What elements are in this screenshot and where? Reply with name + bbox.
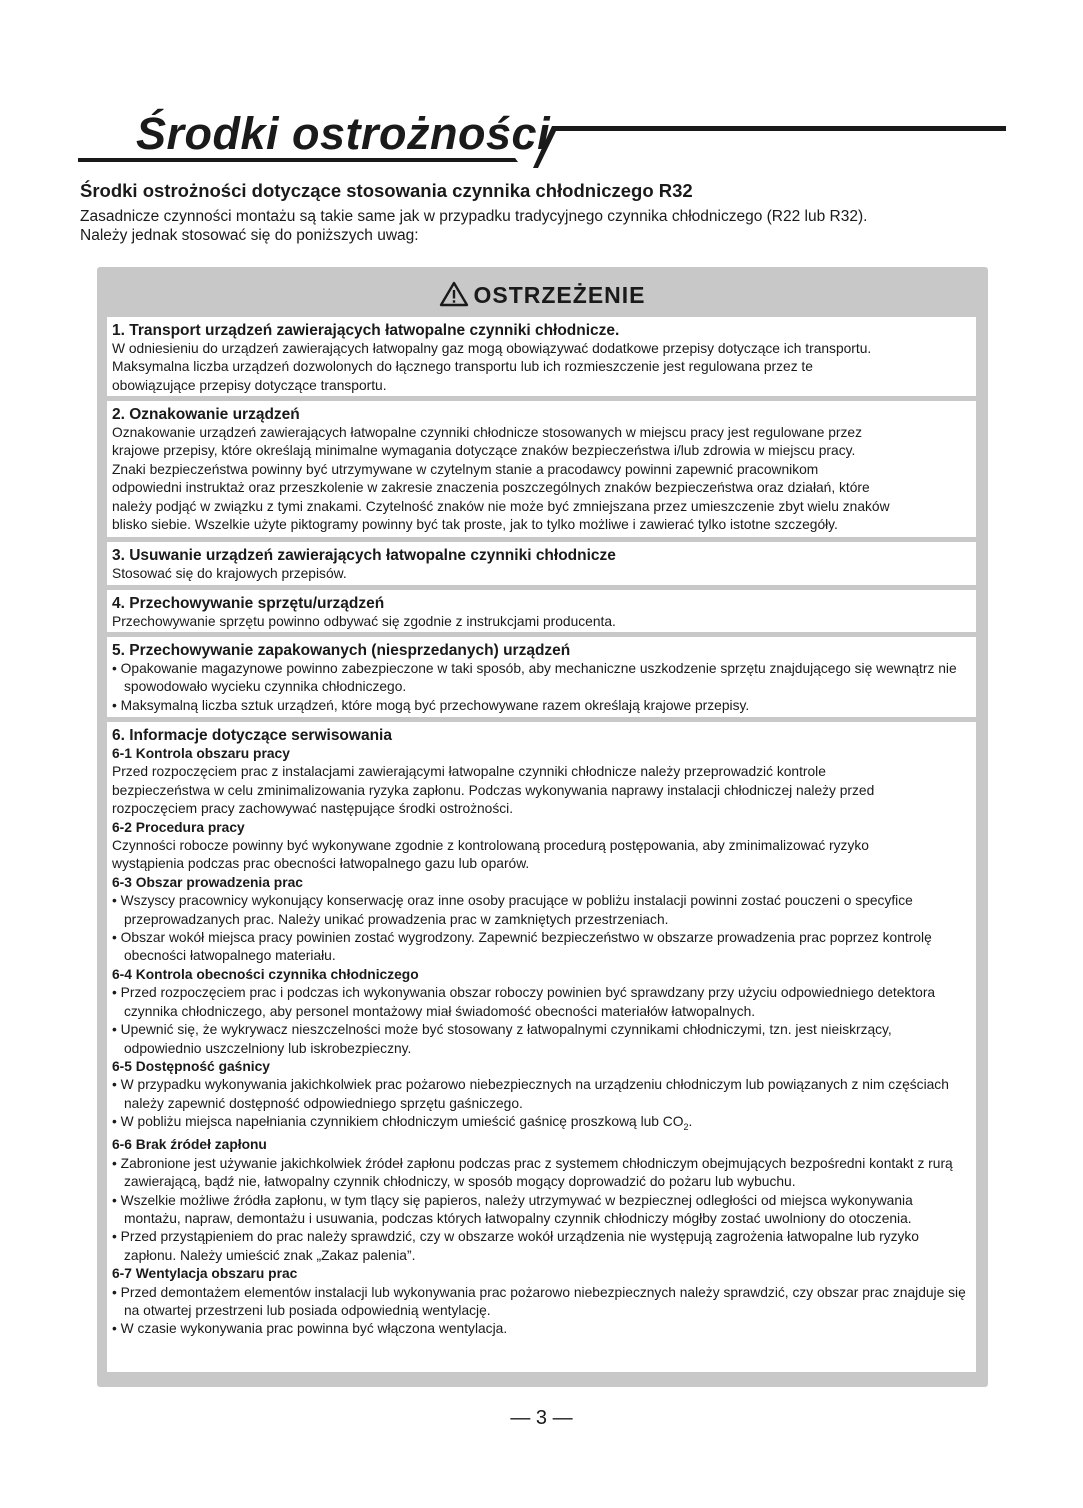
section-heading: 2. Oznakowanie urządzeń xyxy=(112,406,300,423)
section-heading: 6. Informacje dotyczące serwisowania xyxy=(112,727,392,744)
section-line: W odniesieniu do urządzeń zawierających łatwopalny gaz mogą obowiązywać dodatkowe przepisy dotyczące ich transportu. xyxy=(112,341,872,356)
bullet-item xyxy=(112,1113,971,1136)
section-line: rozpoczęciem pracy zachowywać następujące środki ostrożności. xyxy=(112,801,514,817)
warning-label: OSTRZEŻENIE xyxy=(473,282,646,308)
intro-text xyxy=(80,207,1000,245)
section-line: blisko siebie. Wszelkie użyte piktogramy powinny być tak proste, jak to tylko możliwe i zawierać tylko istotne szczegóły. xyxy=(112,517,838,533)
bullet-item: • Obszar wokół miejsca pracy powinien zostać wygrodzony. Zapewnić bezpieczeństwo w obszarze prowadzenia prac poprzez kontrolę obecności łatwopalnego materiału. xyxy=(112,930,932,964)
bullet-item: • W czasie wykonywania prac powinna być włączona wentylacja. xyxy=(112,1321,508,1337)
bullet-item: • Wszelkie możliwe źródła zapłonu, w tym tlący się papieros, należy utrzymywać w bezpiecznej odległości od miejsca wykonywania montażu, napraw, demontażu i usuwania, podczas których łatwopalny czynnik chłodniczy mógłby zostać uwolniony do otoczenia. xyxy=(112,1192,913,1226)
section-line: krajowe przepisy, które określają minimalne wymagania dotyczące znaków bezpieczeństwa i/lub zdrowia w miejscu pracy. xyxy=(112,443,856,459)
section-1 xyxy=(107,317,976,396)
subsection-heading: 6-2 Procedura pracy xyxy=(112,819,245,835)
subsection-heading: 6-6 Brak źródeł zapłonu xyxy=(112,1137,267,1153)
section-4 xyxy=(107,590,976,632)
page-header xyxy=(78,100,1006,170)
section-line: Czynności robocze powinny być wykonywane zgodnie z kontrolowaną procedurą postępowania, aby zminimalizować ryzyko xyxy=(112,838,869,854)
section-line: należy podjąć w związku z tymi znakami. Czytelność znaków nie może być zmniejszana przez umieszczenie zbyt wielu znaków xyxy=(112,498,890,514)
section-line: Znaki bezpieczeństwa powinny być utrzymywane w czytelnym stanie a pracodawcy powinni zapewnić pracownikom xyxy=(112,461,819,477)
intro-line: Należy jednak stosować się do poniższych uwag: xyxy=(80,227,419,244)
section-line: obowiązujące przepisy dotyczące transportu. xyxy=(112,377,387,393)
section-line: odpowiedni instruktaż oraz przeszkolenie w zakresie znaczenia poszczególnych znaków bezpieczeństwa oraz działań, które xyxy=(112,480,870,496)
bullet-item: • W przypadku wykonywania jakichkolwiek prac pożarowo niebezpiecznych na urządzeniu chłodniczym lub powiązanych z nim częściach należy zapewnić dostępność odpowiedniego sprzętu gaśniczego. xyxy=(112,1077,949,1111)
page-title: Środki ostrożności xyxy=(136,108,551,159)
section-line: Oznakowanie urządzeń zawierających łatwopalne czynniki chłodnicze stosowanych w miejscu pracy jest regulowane przez xyxy=(112,425,862,440)
section-line: Maksymalna liczba urządzeń dozwolonych do łącznego transportu lub ich rozmieszczenie jest regulowana przez te xyxy=(112,359,813,375)
bullet-item: • Przed przystąpieniem do prac należy sprawdzić, czy w obszarze wokół urządzenia nie występują zagrożenia łatwopalne lub ryzyko zapłonu. Należy umieścić znak „Zakaz palenia”. xyxy=(112,1229,919,1263)
subsection-heading: 6-1 Kontrola obszaru pracy xyxy=(112,746,290,761)
bullet-item: • Maksymalną liczba sztuk urządzeń, które mogą być przechowywane razem określają krajowe przepisy. xyxy=(112,697,750,713)
section-line: Przed rozpoczęciem prac z instalacjami zawierającymi łatwopalne czynniki chłodnicze należy przeprowadzić kontrole xyxy=(112,764,826,780)
intro-line: Zasadnicze czynności montażu są takie same jak w przypadku tradycyjnego czynnika chłodniczego (R22 lub R32). xyxy=(80,208,868,225)
bullet-text: . xyxy=(688,1114,693,1130)
bullet-item: • Przed rozpoczęciem prac i podczas ich wykonywania obszar roboczy powinien być sprawdzany przy użyciu odpowiedniego detektora czynnika chłodniczego, aby personel montażowy miał świadomość obecności materiałów łatwopalnych. xyxy=(112,985,936,1019)
bullet-item: • Upewnić się, że wykrywacz nieszczelności może być stosowany z łatwopalnymi czynnikami chłodniczymi, tzn. jest nieiskrzący, odpowiednio uszczelniony lub iskrobezpieczny. xyxy=(112,1022,892,1056)
subsection-heading: 6-7 Wentylacja obszaru prac xyxy=(112,1266,298,1282)
section-2 xyxy=(107,401,976,537)
section-3 xyxy=(107,542,976,585)
section-text: Stosować się do krajowych przepisów. xyxy=(112,566,347,581)
bullet-text: • W pobliżu miejsca napełniania czynnikiem chłodniczym umieścić gaśnicę proszkową lub CO xyxy=(112,1114,684,1130)
bullet-item: • Przed demontażem elementów instalacji lub wykonywania prac pożarowo niebezpiecznych należy sprawdzić, czy obszar prac znajduje się na otwartej przestrzeni lub posiada odpowiednią wentylację. xyxy=(112,1284,966,1318)
section-5 xyxy=(107,637,976,717)
bullet-item: • Opakowanie magazynowe powinno zabezpieczone w taki sposób, aby mechaniczne uszkodzenie sprzętu znajdującego się wewnątrz nie spowodowało wycieku czynnika chłodniczego. xyxy=(112,661,957,695)
section-heading: 1. Transport urządzeń zawierających łatwopalne czynniki chłodnicze. xyxy=(112,322,620,339)
bullet-item: • Zabronione jest używanie jakichkolwiek źródeł zapłonu podczas prac z systemem chłodniczym obejmujących bezpośredni kontakt z rurą zawierającą, bądź nie, łatwopalny czynnik chłodniczy, w sposób mogący doprowadzić do pożaru lub wybuchu. xyxy=(112,1155,953,1190)
section-line: bezpieczeństwa w celu zminimalizowania ryzyka zapłonu. Podczas wykonywania naprawy instalacji chłodniczej należy przed xyxy=(112,782,875,798)
subsection-heading: 6-3 Obszar prowadzenia prac xyxy=(112,874,303,890)
subscript-text: 2 xyxy=(683,1121,689,1132)
subtitle: Środki ostrożności dotyczące stosowania czynnika chłodniczego R32 xyxy=(80,180,693,201)
section-text: Przechowywanie sprzętu powinno odbywać się zgodnie z instrukcjami producenta. xyxy=(112,614,616,629)
section-heading: 5. Przechowywanie zapakowanych (niesprzedanych) urządzeń xyxy=(112,642,571,659)
section-line: wystąpienia podczas prac obecności łatwopalnego gazu lub oparów. xyxy=(112,856,530,872)
subsection-heading: 6-5 Dostępność gaśnicy xyxy=(112,1058,270,1074)
warning-triangle-icon xyxy=(439,281,469,307)
section-heading: 4. Przechowywanie sprzętu/urządzeń xyxy=(112,595,385,612)
section-6 xyxy=(107,722,976,1372)
bullet-item: • Wszyscy pracownicy wykonujący konserwację oraz inne osoby pracujące w pobliżu instalacji powinni zostać pouczeni o specyfice przeprowadzanych prac. Należy unikać prowadzenia prac w zamkniętych przestrzeniach. xyxy=(112,893,913,927)
page-number: — 3 — xyxy=(510,1407,573,1429)
subsection-heading: 6-4 Kontrola obecności czynnika chłodniczego xyxy=(112,966,419,982)
section-heading: 3. Usuwanie urządzeń zawierających łatwopalne czynniki chłodnicze xyxy=(112,547,616,564)
warning-box xyxy=(97,267,988,1387)
warning-header xyxy=(97,281,988,309)
